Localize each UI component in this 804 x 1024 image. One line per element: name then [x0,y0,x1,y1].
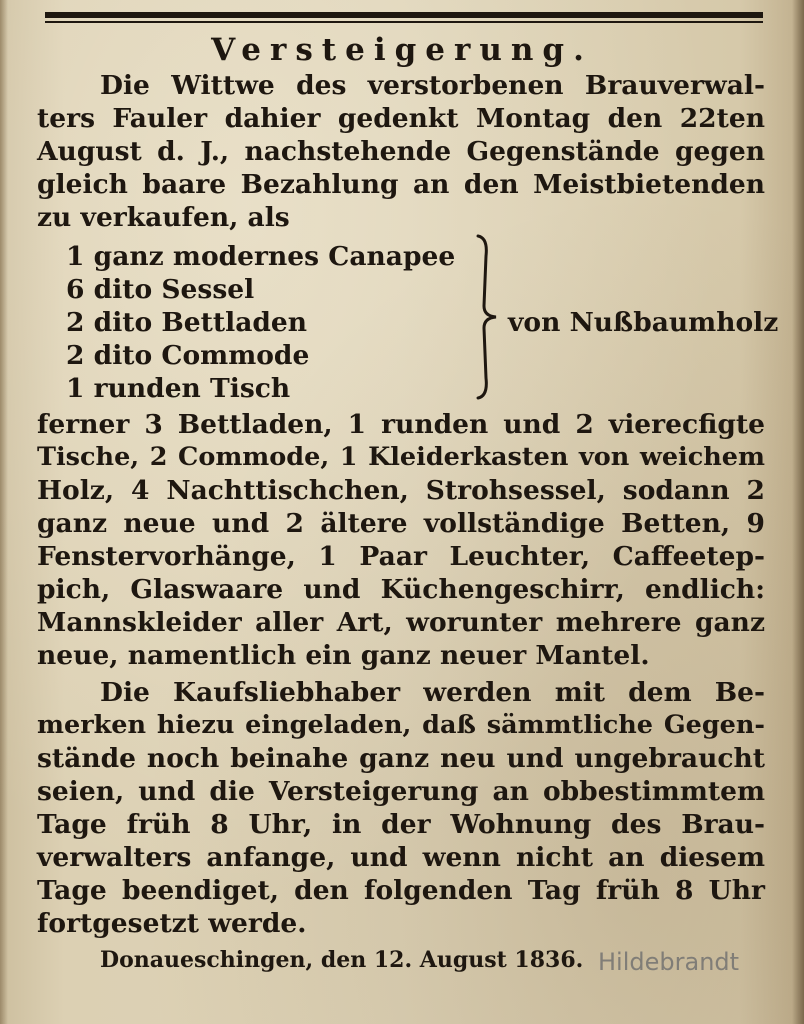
closing-line-6: verwalters anfange, und wenn nicht an diesem [37,842,765,873]
more-line-4: ganz neue und 2 ältere vollständige Betten, 9 [37,508,765,539]
intro-line-3: August d. J., nachstehende Gegenstände gegen [37,136,765,167]
page-right-edge-shadow [792,0,804,1024]
item-sessel: 6 dito Sessel [66,274,255,305]
header-rule-thin [45,21,763,23]
more-line-5: Fenstervorhänge, 1 Paar Leuchter, Caffeetep- [37,541,765,572]
item-canapee: 1 ganz modernes Canapee [66,241,456,272]
intro-line-5: zu verkaufen, als [37,202,290,233]
watermark-text: Hildebrandt [598,948,740,976]
place-and-date: Donaueschingen, den 12. August 1836. [100,947,584,973]
closing-line-2: merken hiezu eingeladen, daß sämmtliche Gegen- [37,710,765,740]
more-line-7: Mannskleider aller Art, worunter mehrere ganz [37,607,765,638]
notice-title: Versteigerung. [211,32,593,68]
closing-line-4: seien, und die Versteigerung an obbestimmtem [37,776,765,807]
item-commode: 2 dito Commode [66,340,310,371]
items-material: von Nußbaumholz [508,307,779,338]
intro-line-4: gleich baare Bezahlung an den Meistbietenden [37,169,765,200]
more-line-6: pich, Glaswaare und Küchengeschirr, endlich: [37,574,765,605]
more-line-1: ferner 3 Bettladen, 1 runden und 2 vierecfigte [37,409,765,440]
item-bettladen: 2 dito Bettladen [66,307,308,338]
page-left-edge-shadow [0,0,8,1024]
header-rule-thick [45,12,763,18]
closing-line-3: stände noch beinahe ganz neu und ungebraucht [37,743,765,774]
intro-line-2: ters Fauler dahier gedenkt Montag den 22ten [37,103,765,134]
closing-line-5: Tage früh 8 Uhr, in der Wohnung des Brau- [37,809,765,840]
more-line-3: Holz, 4 Nachttischchen, Strohsessel, sodann 2 [37,475,765,506]
closing-line-8: fortgesetzt werde. [37,908,307,939]
item-tisch: 1 runden Tisch [66,373,291,404]
closing-line-7: Tage beendiget, den folgenden Tag früh 8 Uhr [37,875,765,906]
more-line-8: neue, namentlich ein ganz neuer Mantel. [37,640,650,671]
more-line-2: Tische, 2 Commode, 1 Kleiderkasten von weichem [37,442,765,472]
intro-line-1: Die Wittwe des verstorbenen Brauverwal- [100,70,765,101]
closing-line-1: Die Kaufsliebhaber werden mit dem Be- [100,677,765,708]
